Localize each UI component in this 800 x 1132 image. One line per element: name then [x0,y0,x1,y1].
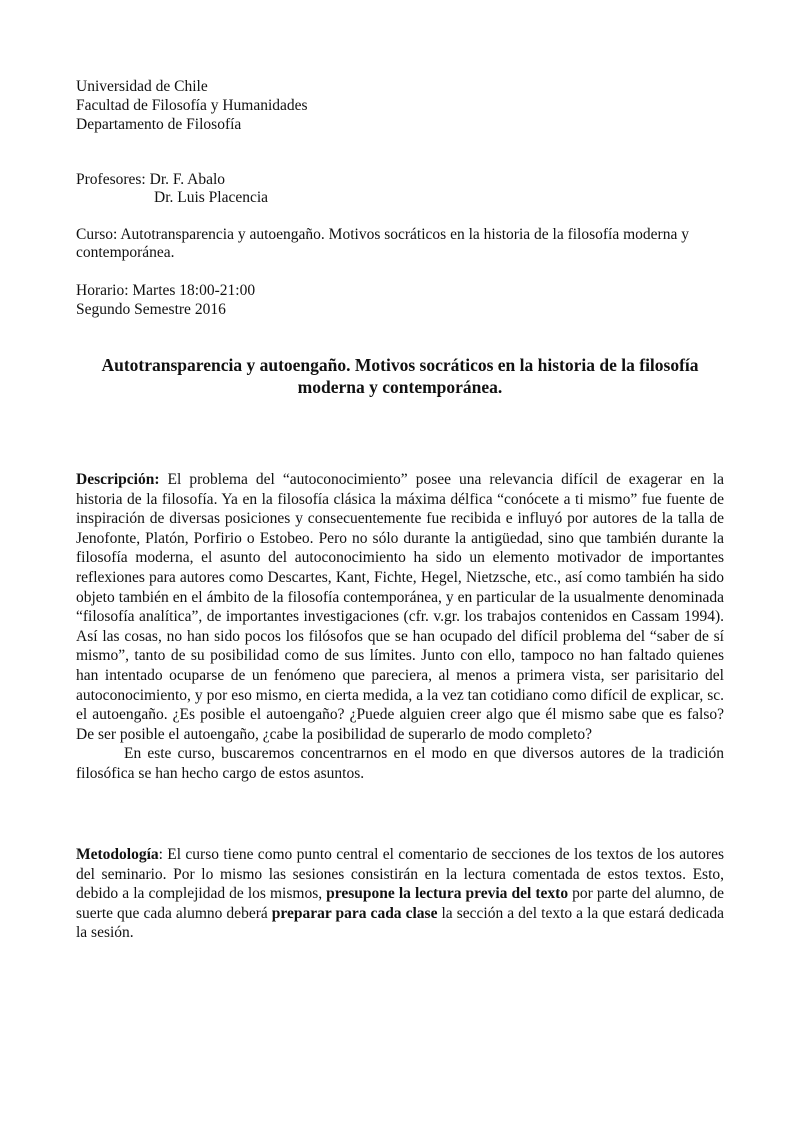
title-line-2: moderna y contemporánea. [297,377,503,397]
semester-line: Segundo Semestre 2016 [76,301,226,318]
description-paragraph [76,470,724,744]
professors-line [76,170,225,189]
description-section [76,470,724,784]
document-title [60,354,740,398]
university-name: Universidad de Chile [76,78,208,95]
professor-name: Dr. Luis Placencia [154,189,269,206]
methodology-paragraph [76,845,724,943]
course-line-2: contemporánea. [76,244,175,261]
course-line-1: Curso: Autotransparencia y autoengaño. Motivos socráticos en la historia de la filosofía moderna y [76,226,689,243]
professors-label: Profesores: [76,171,146,188]
methodology-section [76,845,724,943]
methodology-emphasis-b: preparar para cada clase [271,904,438,922]
methodology-text-c: la sección a del texto a la que estará dedicada la sesión. [76,904,724,942]
description-paragraph-2: En este curso, buscaremos concentrarnos en el modo en que diversos autores de la tradición filosófica se han hecho cargo de estos asuntos. [76,745,724,782]
methodology-emphasis-a: presupone la lectura previa del texto [326,885,569,903]
faculty-name: Facultad de Filosofía y Humanidades [76,97,308,114]
methodology-text-b: por parte del alumno, de suerte que cada alumno deberá [76,885,725,922]
methodology-label: Metodología [76,846,159,863]
title-line-1: Autotransparencia y autoengaño. Motivos socráticos en la historia de la filosofía [101,355,699,375]
description-text: El problema del “autoconocimiento” posee una relevancia difícil de exagerar en la historia de la filosofía. Ya en la filosofía clásica la máxima délfica “conócete a ti mismo” fue fuente de inspiración de diversas posiciones y consecuentemente fue recibida e influyó por autores de la talla de Jenofonte, Platón, Porfirio o Estobeo. Pero no sólo durante la antigüedad, sino que también durante la filosofía moderna, el asunto del autoconocimiento ha sido un elemento motivador de importantes reflexiones para autores como Descartes, Kant, Fichte, Hegel, Nietzsche, etc., así como también ha sido objeto también en el ámbito de la filosofía contemporánea, y en particular de la usualmente denominada “filosofía analítica”, de importantes investigaciones (cfr. v.gr. los trabajos contenidos en Cassam 1994). Así las cosas, no han sido pocos los filósofos que se han ocupado del difícil problema del “saber de sí mismo”, tanto de su posibilidad como de sus límites. Junto con ello, tampoco no han faltado quienes han intentado ocuparse de un fenómeno que pareciera, al menos a primera vista, ser parisitario del autoconocimiento, y por eso mismo, en cierta medida, a la vez tan cotidiano como difícil de explicar, sc. el autoengaño. ¿Es posible el autoengaño? ¿Puede alguien creer algo que él mismo sabe que es falso? De ser posible el autoengaño, ¿cabe la posibilidad de superarlo de modo completo? [76,471,725,743]
methodology-text-a: : El curso tiene como punto central el comentario de secciones de los textos de los autores del seminario. Por lo mismo las sesiones consistirán en la lectura comentada de estos textos. Esto, debido a la complejidad de los mismos, [76,846,724,903]
professor-name: Dr. F. Abalo [149,171,226,188]
department-name: Departamento de Filosofía [76,116,242,133]
description-label: Descripción: [76,471,160,488]
schedule-line: Horario: Martes 18:00-21:00 [76,282,256,299]
